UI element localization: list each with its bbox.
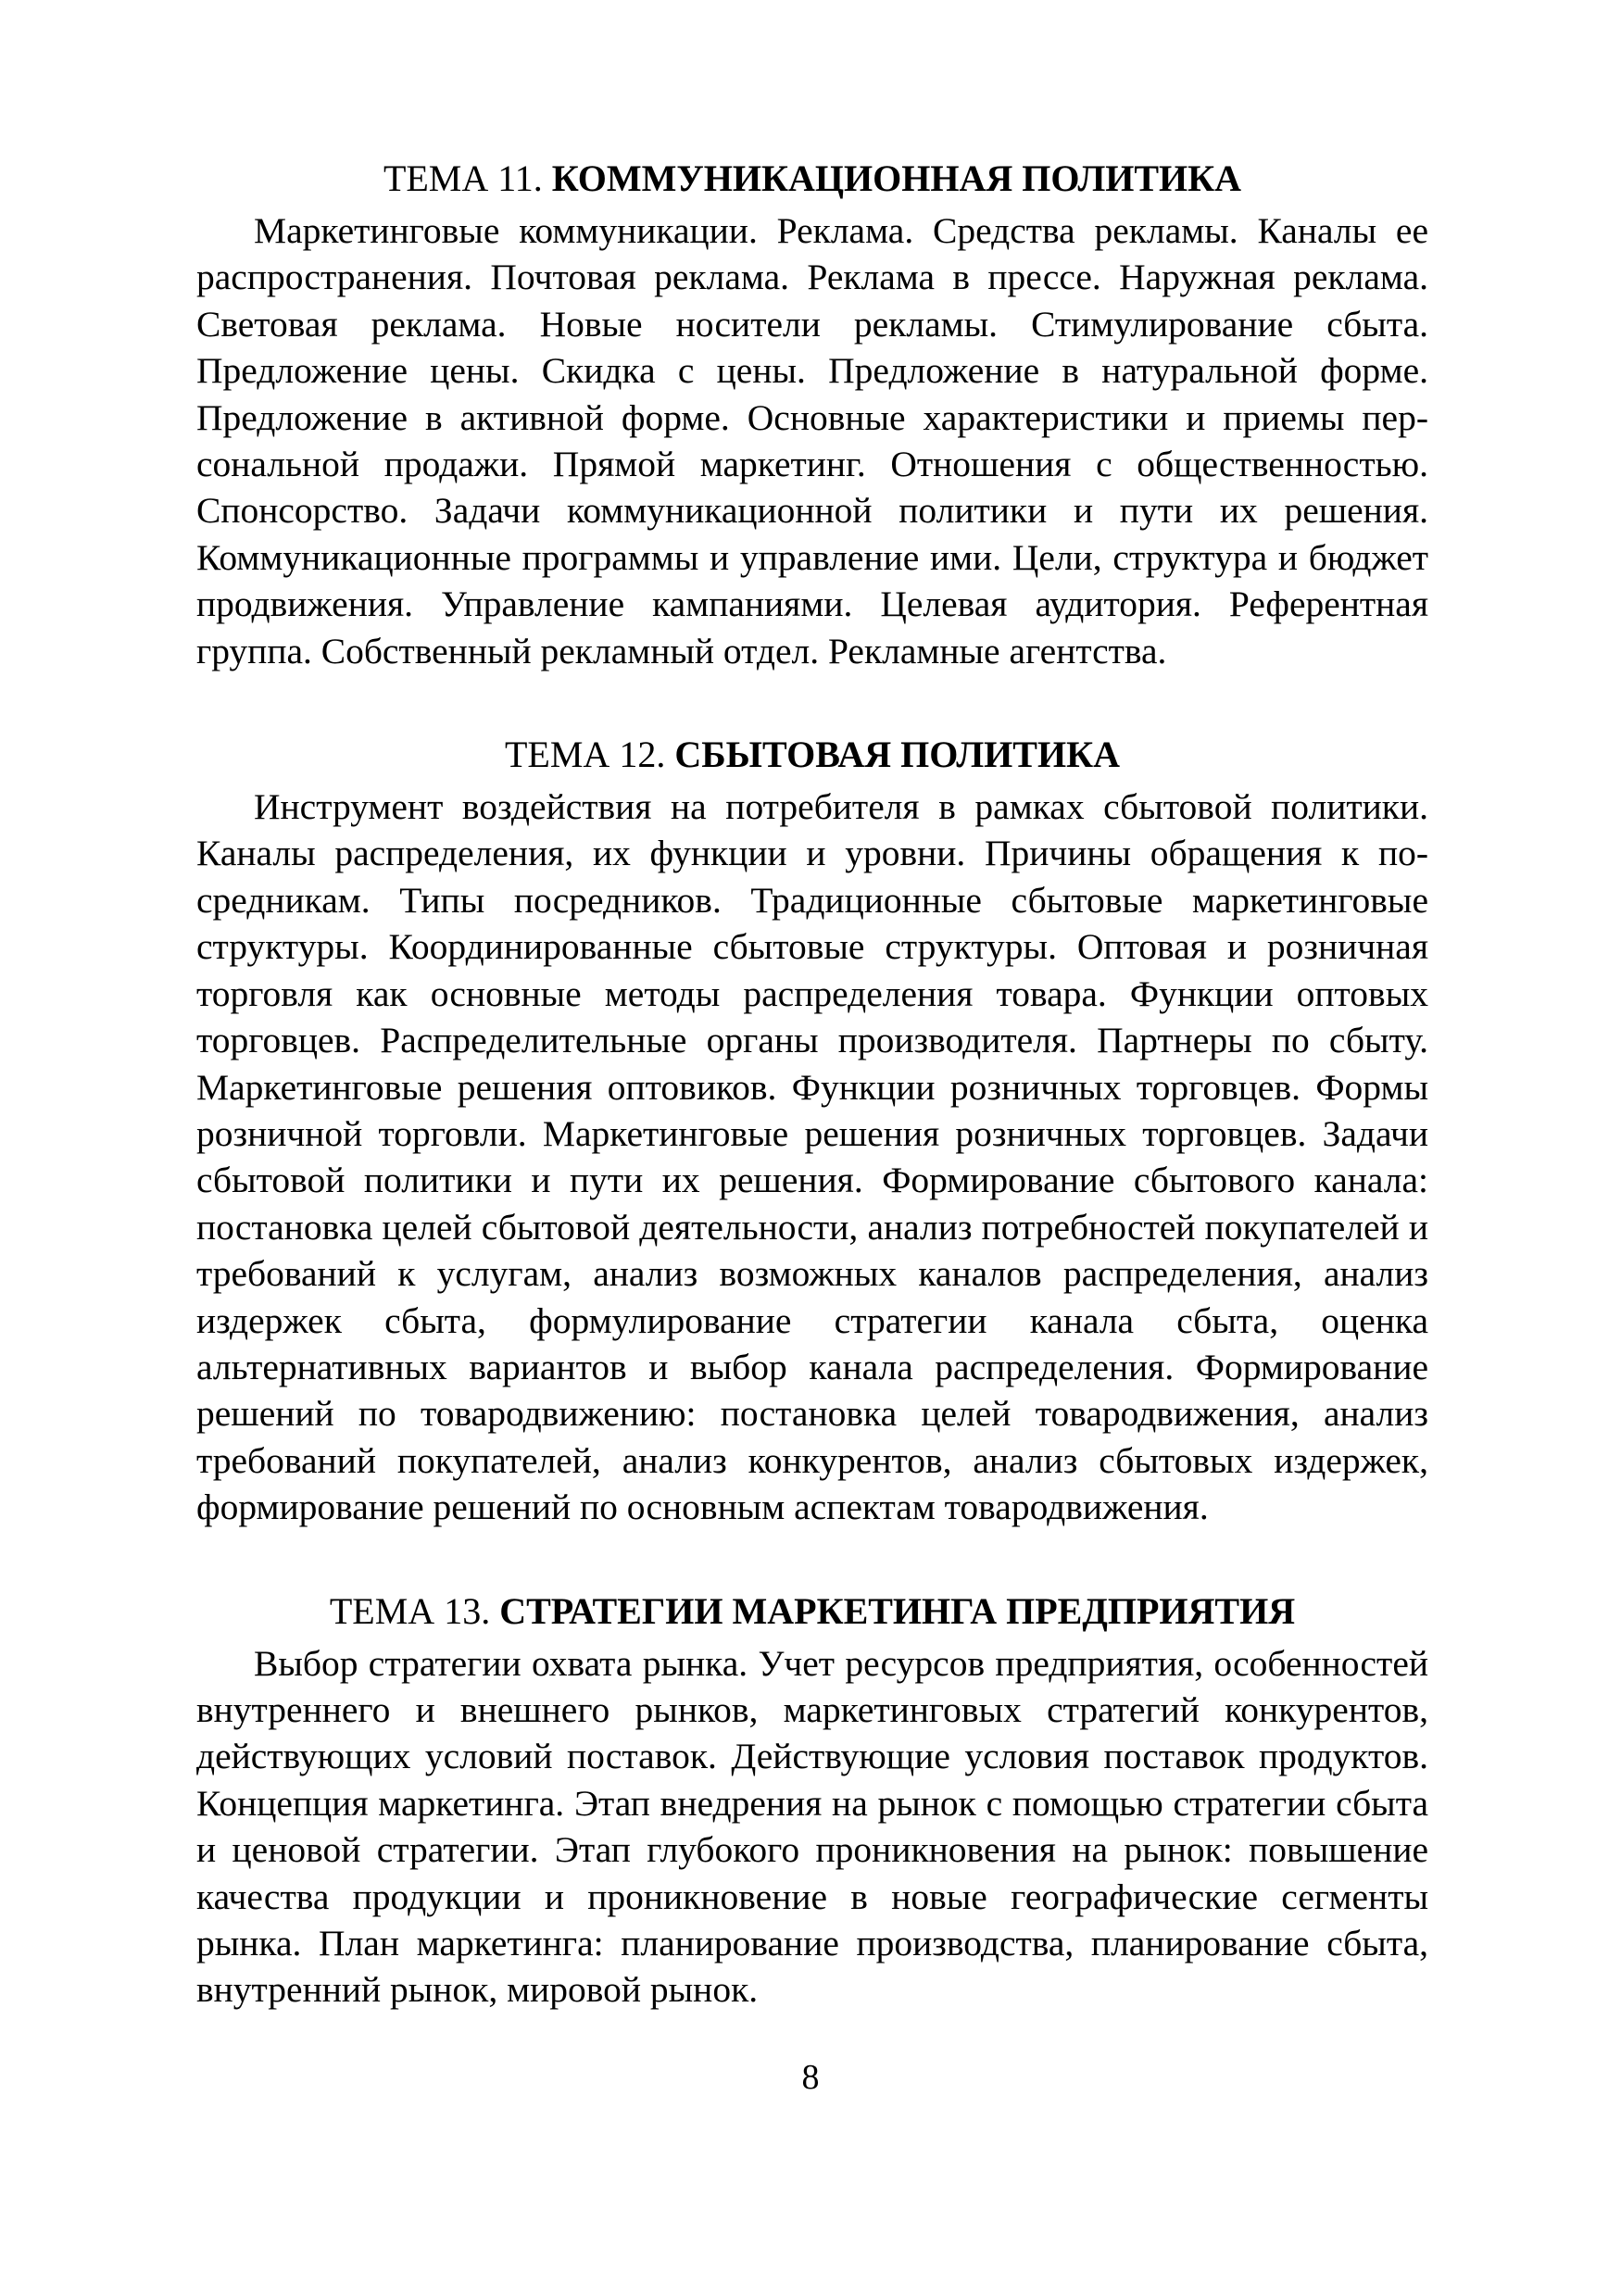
topic-12-body: Инструмент воздействия на потребителя в рамках сбытовой политики. Каналы распределения, их функции и уровни. Причины обращения к посредникам. Типы посредников. Традиционные сбытовые маркетинговые структуры. Координированные сбытовые структуры. Оптовая и розничная торговля как основные методы распределения товара. Функции оптовых торговцев. Распределительные органы производителя. Партнеры по сбыту. Маркетинговые решения оптовиков. Функции розничных торговцев. Формы розничной торговли. Маркетинговые решения розничных торговцев. Задачи сбытовой политики и пути их решения. Формирование сбытового канала: постановка целей сбытовой деятельности, анализ потребностей покупателей и требований к услугам, анализ возможных каналов распределения, анализ издержек сбыта, формулирование стратегии канала сбыта, оценка альтернативных вариантов и выбор канала распределения. Формирование решений по товародвижению: постановка целей товародвижения, анализ требований покупателей, анализ конкурентов, анализ сбытовых издержек, формирование решений по основным аспектам товародвижения.: [196, 786, 1428, 1528]
topic-13-section: [196, 1588, 1428, 2014]
topic-11-section: [196, 156, 1428, 674]
topic-12-number: ТЕМА 12.: [505, 734, 666, 776]
page-content: [196, 156, 1428, 2014]
topic-13-body: Выбор стратегии охвата рынка. Учет ресурсов предприятия, особенностей внутреннего и внешнего рынков, маркетинговых стратегий конкурентов, действующих условий поставок. Действующие условия поставок продуктов. Концепция маркетинга. Этап внедрения на рынок с помощью стратегии сбыта и ценовой стратегии. Этап глубокого проникновения на рынок: повышение качества продукции и проникновение в новые географические сегменты рынка. План маркетинга: планирование производства, планирование сбыта, внутренний рынок, мировой рынок.: [196, 1642, 1428, 2011]
topic-12-heading: [196, 732, 1428, 778]
topic-13-number: ТЕМА 13.: [329, 1589, 491, 1632]
topic-13-heading: [196, 1588, 1428, 1635]
topic-13-title: СТРАТЕГИИ МАРКЕТИНГА ПРЕДПРИЯТИЯ: [499, 1589, 1296, 1632]
topic-12-section: [196, 732, 1428, 1531]
topic-11-number: ТЕМА 11.: [383, 157, 543, 199]
topic-11-body: Маркетинговые коммуникации. Реклама. Средства рекламы. Каналы ее распространения. Почтовая реклама. Реклама в прессе. Наружная реклама. Световая реклама. Новые носители рекламы. Стимулирование сбыта. Предложение цены. Скидка с цены. Предложение в натуральной форме. Предложение в активной форме. Основные характеристики и приемы персональной продажи. Прямой маркетинг. Отношения с общественностью. Спонсорство. Задачи коммуникационной политики и пути их решения. Коммуникационные программы и управление ими. Цели, структура и бюджет продвижения. Управление кампаниями. Целевая аудитория. Референтная группа. Собственный рекламный отдел. Рекламные агентства.: [196, 210, 1428, 671]
page-number: 8: [801, 2058, 820, 2097]
topic-12-title: СБЫТОВАЯ ПОЛИТИКА: [674, 734, 1120, 776]
topic-11-title: КОММУНИКАЦИОННАЯ ПОЛИТИКА: [551, 157, 1242, 199]
topic-11-heading: [196, 156, 1428, 202]
